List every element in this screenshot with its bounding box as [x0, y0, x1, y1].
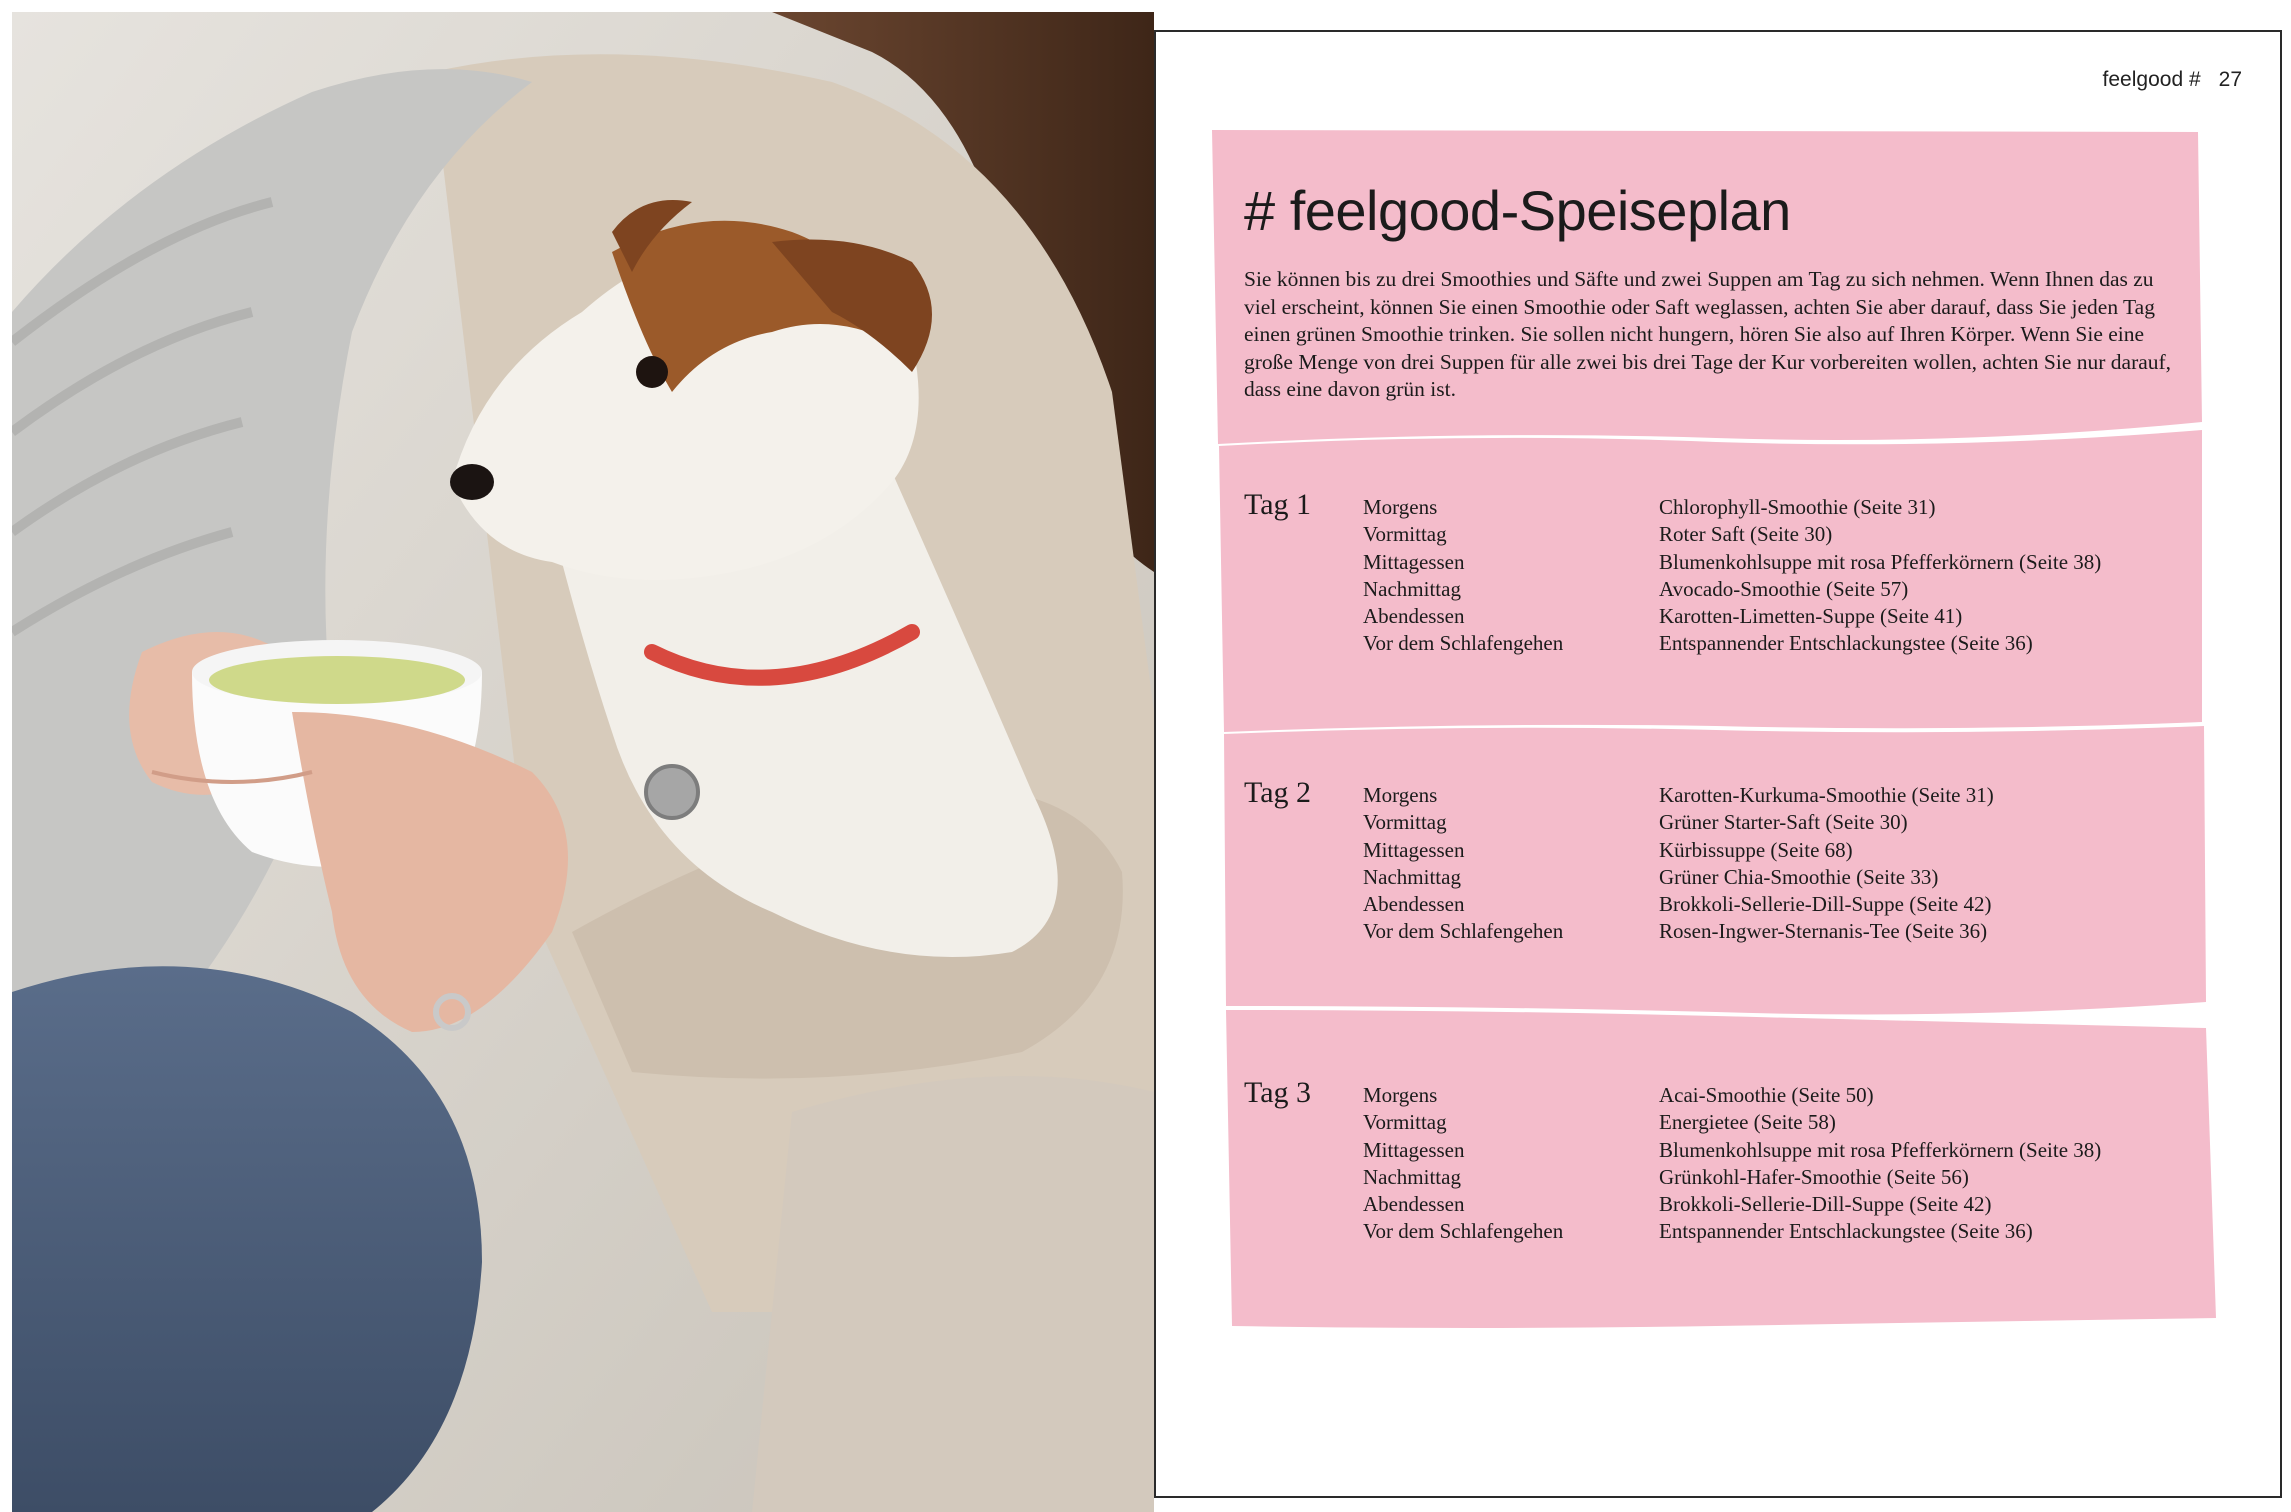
running-head-section: feelgood # [2102, 68, 2201, 91]
intro-text: Sie können bis zu drei Smoothies und Säfte und zwei Suppen am Tag zu sich nehmen. Wenn Ihnen das zu viel erscheint, können Sie einen Smoothie oder Saft weglassen, achten Sie aber darauf, dass Sie jeden Tag einen grünen Smoothie trinken. Sie sollen nicht hungern, hören Sie also auf Ihren Körper. Wenn Sie eine große Menge von drei Suppen für alle zwei bis drei Tage der Kur vorbereiten wollen, achten Sie nur darauf, dass eine davon grün ist. [1244, 267, 2172, 401]
meal-time: Abendessen [1363, 1192, 1465, 1217]
meal-time: Morgens [1363, 1083, 1438, 1107]
day-1-plan [1244, 490, 2204, 658]
meal-time: Morgens [1363, 495, 1438, 519]
meal-time: Abendessen [1363, 892, 1465, 917]
dish: Energietee (Seite 58) [1659, 1110, 1836, 1135]
dish-list [1659, 778, 2204, 946]
photo-woman-with-dog [12, 12, 1154, 1512]
meal-time: Vormittag [1363, 810, 1447, 835]
meal-time: Mittagessen [1363, 1137, 1465, 1162]
day-label: Tag 3 [1244, 1076, 1312, 1109]
meal-time: Vormittag [1363, 1110, 1447, 1135]
pink-panels [1156, 32, 2280, 1496]
meal-time: Nachmittag [1363, 864, 1461, 889]
meal-time: Abendessen [1363, 604, 1465, 629]
meal-time: Vormittag [1363, 522, 1447, 547]
dish: Blumenkohlsuppe mit rosa Pfefferkörnern (Seite 38) [1659, 1137, 2102, 1162]
meal-time: Mittagessen [1363, 837, 1465, 862]
dish: Roter Saft (Seite 30) [1659, 522, 1833, 547]
dish: Grüner Chia-Smoothie (Seite 33) [1659, 864, 1939, 889]
dish: Karotten-Kurkuma-Smoothie (Seite 31) [1659, 783, 1994, 807]
dish: Karotten-Limetten-Suppe (Seite 41) [1659, 604, 1963, 629]
dish: Rosen-Ingwer-Sternanis-Tee (Seite 36) [1659, 919, 1988, 944]
dish: Chlorophyll-Smoothie (Seite 31) [1659, 495, 1936, 519]
dish: Grünkohl-Hafer-Smoothie (Seite 56) [1659, 1164, 1969, 1189]
meal-times [1363, 778, 1659, 946]
meal-time: Nachmittag [1363, 1164, 1461, 1189]
meal-time: Nachmittag [1363, 576, 1461, 601]
meal-time: Morgens [1363, 783, 1438, 807]
dish: Entspannender Entschlackungstee (Seite 36) [1659, 631, 2033, 656]
meal-times [1363, 490, 1659, 658]
dish: Entspannender Entschlackungstee (Seite 36) [1659, 1219, 2033, 1244]
day-label: Tag 1 [1244, 488, 1312, 521]
dish-list [1659, 490, 2204, 658]
dish-list [1659, 1078, 2204, 1246]
meal-time: Vor dem Schlafengehen [1363, 1219, 1564, 1244]
dish: Brokkoli-Sellerie-Dill-Suppe (Seite 42) [1659, 892, 1992, 917]
day-2-plan [1244, 778, 2204, 946]
meal-time: Vor dem Schlafengehen [1363, 631, 1564, 656]
photo-illustration [12, 12, 1154, 1512]
day-label: Tag 2 [1244, 776, 1312, 809]
dish: Blumenkohlsuppe mit rosa Pfefferkörnern (Seite 38) [1659, 549, 2102, 574]
dish: Kürbissuppe (Seite 68) [1659, 837, 1853, 862]
menu-page [1154, 30, 2282, 1498]
dish: Brokkoli-Sellerie-Dill-Suppe (Seite 42) [1659, 1192, 1992, 1217]
dish: Acai-Smoothie (Seite 50) [1659, 1083, 1874, 1107]
meal-times [1363, 1078, 1659, 1246]
dish: Avocado-Smoothie (Seite 57) [1659, 576, 1909, 601]
page-title: # feelgood-Speiseplan [1244, 179, 1791, 242]
day-3-plan [1244, 1078, 2204, 1246]
meal-time: Mittagessen [1363, 549, 1465, 574]
meal-time: Vor dem Schlafengehen [1363, 919, 1564, 944]
page-number: 27 [2218, 68, 2242, 91]
dish: Grüner Starter-Saft (Seite 30) [1659, 810, 1908, 835]
